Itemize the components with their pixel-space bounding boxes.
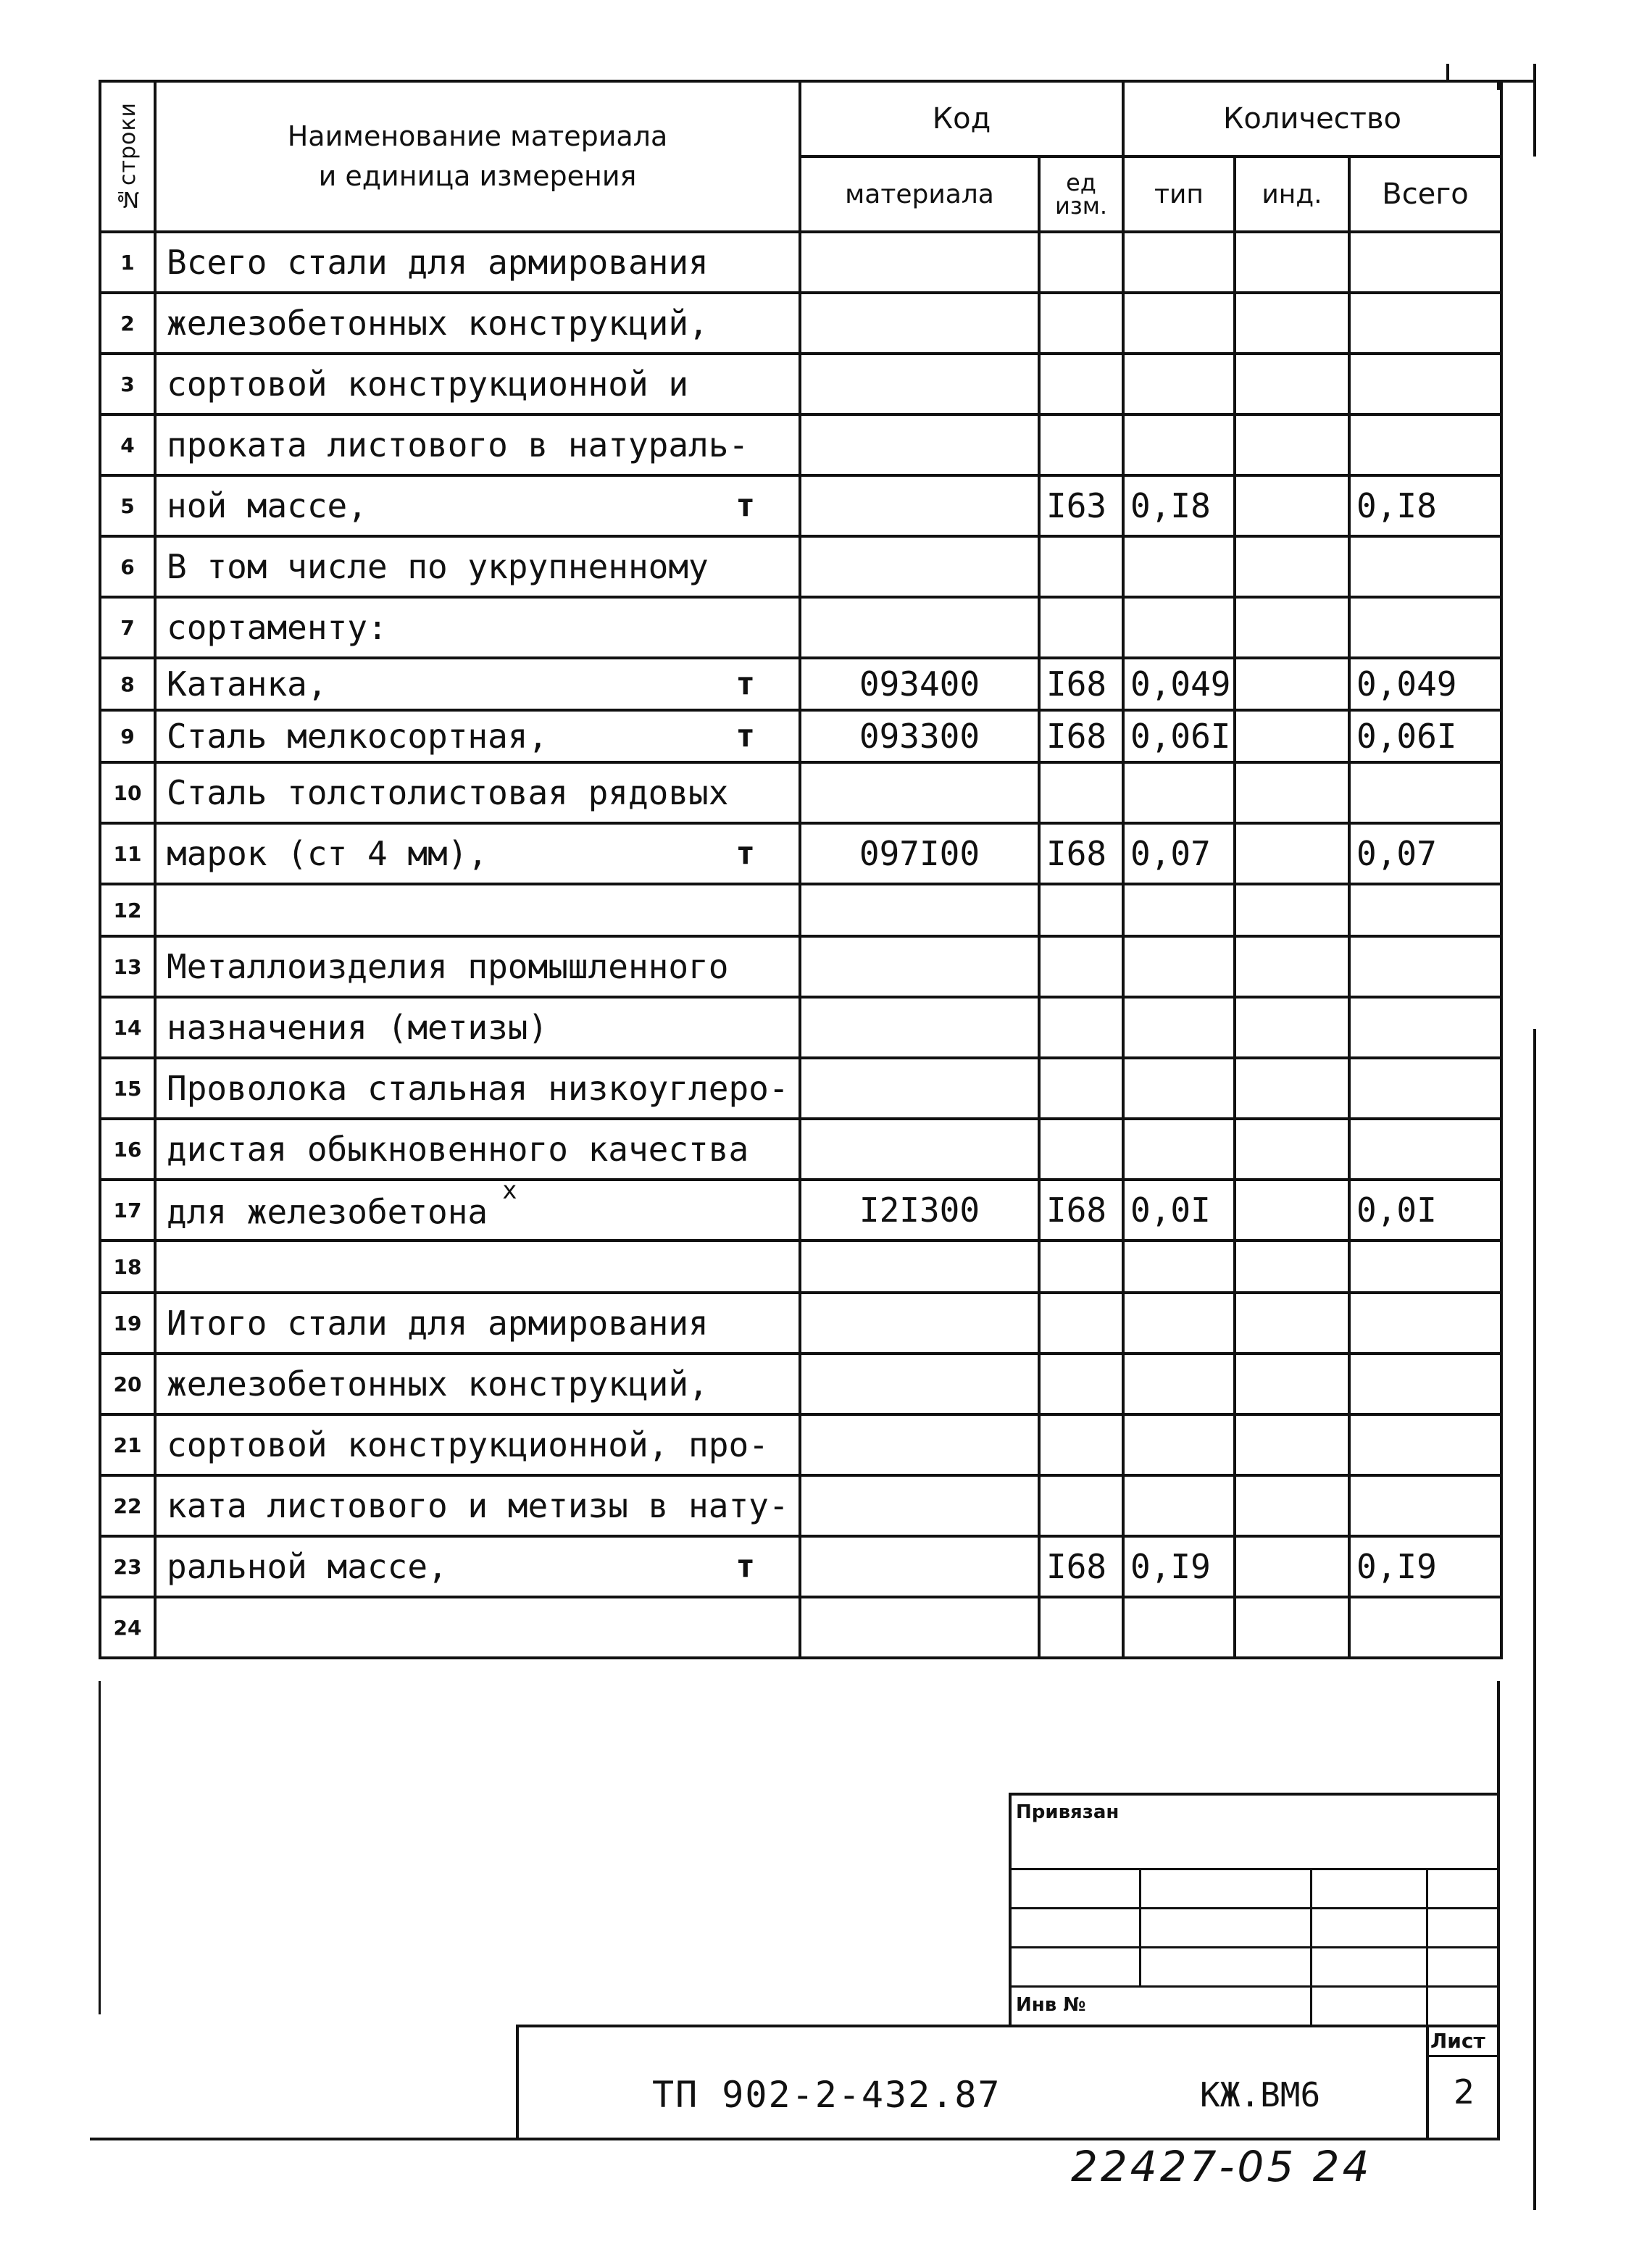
- qty-type-cell: [1123, 354, 1235, 414]
- unit-code-cell: [1039, 536, 1123, 597]
- table-row: [100, 884, 1501, 936]
- material-name-cell: [155, 762, 800, 823]
- material-name: Проволока стальная низкоуглеро-: [167, 1069, 789, 1108]
- row-number-cell: [100, 823, 155, 884]
- qty-type-cell: [1123, 710, 1235, 762]
- table-body: [100, 232, 1501, 1658]
- qty-total-cell: [1349, 1058, 1501, 1119]
- material-name-cell: [155, 710, 800, 762]
- material-name: Всего стали для армирования: [167, 243, 709, 282]
- material-name-cell: [155, 1293, 800, 1354]
- unit-code-cell: [1039, 1354, 1123, 1414]
- qty-type-cell: [1123, 1058, 1235, 1119]
- unit-code-cell: [1039, 1058, 1123, 1119]
- qty-type: 0,I8: [1130, 486, 1211, 525]
- table-row: [100, 1597, 1501, 1658]
- material-name-cell: [155, 884, 800, 936]
- material-name-cell: [155, 1597, 800, 1658]
- material-code-cell: [800, 597, 1039, 658]
- table-row: [100, 997, 1501, 1058]
- material-name-cell: [155, 1119, 800, 1180]
- row-number-cell: [100, 1597, 155, 1658]
- qty-total-cell: [1349, 1354, 1501, 1414]
- row-number: 18: [113, 1254, 142, 1279]
- qty-ind-cell: [1235, 414, 1349, 475]
- row-number-cell: [100, 762, 155, 823]
- table-row: [100, 1058, 1501, 1119]
- qty-ind-cell: [1235, 1293, 1349, 1354]
- material-name-cell: [155, 1354, 800, 1414]
- document-number: ТП 902-2-432.87: [652, 2074, 1001, 2116]
- row-number: 13: [113, 954, 142, 979]
- qty-total-cell: [1349, 1597, 1501, 1658]
- row-number-cell: [100, 536, 155, 597]
- row-number: 20: [113, 1372, 142, 1396]
- unit-code-cell: [1039, 710, 1123, 762]
- table-row: [100, 536, 1501, 597]
- qty-ind-cell: [1235, 1475, 1349, 1536]
- material-name-cell: [155, 1536, 800, 1597]
- qty-type-cell: [1123, 884, 1235, 936]
- unit-code: I68: [1046, 834, 1107, 873]
- table-row: [100, 597, 1501, 658]
- qty-ind-header: инд.: [1235, 157, 1349, 232]
- qty-total-cell: [1349, 354, 1501, 414]
- table-row: [100, 823, 1501, 884]
- material-name: проката листового в натураль-: [167, 425, 749, 464]
- sheet-label: Лист: [1430, 2029, 1485, 2053]
- unit-code-cell: [1039, 884, 1123, 936]
- code-group-header: Код: [800, 81, 1123, 157]
- qty-total-cell: [1349, 536, 1501, 597]
- unit-code-cell: [1039, 475, 1123, 536]
- qty-type: 0,I9: [1130, 1547, 1211, 1586]
- table-row: [100, 1119, 1501, 1180]
- row-number: 23: [113, 1554, 142, 1579]
- unit-code-cell: [1039, 762, 1123, 823]
- row-number-cell: [100, 475, 155, 536]
- qty-total: 0,07: [1356, 834, 1437, 873]
- qty-type-cell: [1123, 475, 1235, 536]
- row-number: 17: [113, 1198, 142, 1222]
- qty-type: 0,0I: [1130, 1191, 1211, 1230]
- qty-type-cell: [1123, 536, 1235, 597]
- unit-label: т: [735, 665, 755, 703]
- qty-type-cell: [1123, 1597, 1235, 1658]
- qty-type-cell: [1123, 414, 1235, 475]
- qty-total-cell: [1349, 597, 1501, 658]
- qty-ind-cell: [1235, 293, 1349, 354]
- qty-total-cell: [1349, 936, 1501, 997]
- material-name: для железобетона: [167, 1192, 488, 1232]
- qty-total-cell: [1349, 1119, 1501, 1180]
- material-name-cell: [155, 475, 800, 536]
- material-code-cell: [800, 1536, 1039, 1597]
- qty-type-cell: [1123, 1293, 1235, 1354]
- qty-type-cell: [1123, 232, 1235, 293]
- unit-code-cell: [1039, 1293, 1123, 1354]
- row-number-cell: [100, 658, 155, 710]
- row-number-cell: [100, 1119, 155, 1180]
- sheet-number: 2: [1454, 2072, 1475, 2111]
- material-code-cell: [800, 823, 1039, 884]
- material-code-cell: [800, 658, 1039, 710]
- inventory-number-label: Инв №: [1016, 1994, 1086, 2016]
- row-number: 3: [120, 372, 135, 396]
- attached-label: Привязан: [1016, 1801, 1120, 1823]
- qty-ind-cell: [1235, 536, 1349, 597]
- material-name-cell: [155, 1241, 800, 1293]
- table-row: [100, 1536, 1501, 1597]
- table-row: [100, 1414, 1501, 1475]
- material-name: ной массе,: [167, 486, 367, 525]
- material-code-cell: [800, 354, 1039, 414]
- qty-type: 0,07: [1130, 834, 1211, 873]
- unit-label: т: [735, 835, 755, 872]
- row-number-cell: [100, 710, 155, 762]
- material-name-cell: [155, 936, 800, 997]
- material-code-cell: [800, 1293, 1039, 1354]
- code-unit-header: ед изм.: [1039, 157, 1123, 232]
- material-code-cell: [800, 1414, 1039, 1475]
- row-number-cell: [100, 997, 155, 1058]
- table-row: [100, 293, 1501, 354]
- material-name: Итого стали для армирования: [167, 1304, 709, 1343]
- qty-total-cell: [1349, 823, 1501, 884]
- material-name: Сталь толстолистовая рядовых: [167, 773, 729, 812]
- row-number-cell: [100, 936, 155, 997]
- row-number: 4: [120, 433, 135, 457]
- qty-total-header: Всего: [1349, 157, 1501, 232]
- table-row: [100, 354, 1501, 414]
- row-number: 14: [113, 1015, 142, 1040]
- qty-type-cell: [1123, 658, 1235, 710]
- row-number: 6: [120, 554, 135, 579]
- unit-code-cell: [1039, 597, 1123, 658]
- table-row: [100, 414, 1501, 475]
- qty-ind-cell: [1235, 997, 1349, 1058]
- material-code-cell: [800, 710, 1039, 762]
- material-code-cell: [800, 1180, 1039, 1241]
- row-number: 11: [113, 841, 142, 866]
- qty-total-cell: [1349, 414, 1501, 475]
- qty-total-cell: [1349, 1180, 1501, 1241]
- qty-type-cell: [1123, 823, 1235, 884]
- unit-code-cell: [1039, 823, 1123, 884]
- qty-ind-cell: [1235, 1536, 1349, 1597]
- qty-ind-cell: [1235, 762, 1349, 823]
- qty-ind-cell: [1235, 710, 1349, 762]
- row-number: 10: [113, 780, 142, 805]
- qty-ind-cell: [1235, 475, 1349, 536]
- qty-type-cell: [1123, 1414, 1235, 1475]
- qty-type-cell: [1123, 597, 1235, 658]
- unit-label: т: [735, 717, 755, 755]
- row-number-cell: [100, 354, 155, 414]
- table-row: [100, 710, 1501, 762]
- qty-total-cell: [1349, 293, 1501, 354]
- material-code-cell: [800, 232, 1039, 293]
- qty-ind-cell: [1235, 823, 1349, 884]
- qty-type-cell: [1123, 1536, 1235, 1597]
- unit-code-cell: [1039, 1597, 1123, 1658]
- row-number-cell: [100, 414, 155, 475]
- row-number-cell: [100, 1414, 155, 1475]
- row-number-cell: [100, 597, 155, 658]
- qty-ind-cell: [1235, 658, 1349, 710]
- unit-code-cell: [1039, 1414, 1123, 1475]
- materials-table: [99, 80, 1503, 1659]
- material-name-cell: [155, 1180, 800, 1241]
- material-code-cell: [800, 936, 1039, 997]
- material-name: марок (ст 4 мм),: [167, 834, 488, 873]
- material-name: железобетонных конструкций,: [167, 304, 709, 343]
- row-number-header: №строки: [100, 81, 155, 232]
- material-name: Сталь мелкосортная,: [167, 717, 549, 756]
- row-number: 21: [113, 1433, 142, 1457]
- archive-number: 22427-05 24: [1071, 2142, 1372, 2191]
- qty-type: 0,049: [1130, 664, 1231, 704]
- table-row: [100, 475, 1501, 536]
- material-code-cell: [800, 293, 1039, 354]
- unit-code-cell: [1039, 1536, 1123, 1597]
- qty-ind-cell: [1235, 232, 1349, 293]
- quantity-group-header: Количество: [1123, 81, 1501, 157]
- material-code-cell: [800, 1058, 1039, 1119]
- unit-label: т: [735, 487, 755, 525]
- table-row: [100, 1241, 1501, 1293]
- row-number-cell: [100, 1058, 155, 1119]
- table-row: [100, 232, 1501, 293]
- qty-ind-cell: [1235, 1597, 1349, 1658]
- unit-code-cell: [1039, 1475, 1123, 1536]
- row-number-cell: [100, 884, 155, 936]
- qty-ind-cell: [1235, 597, 1349, 658]
- material-name-cell: [155, 414, 800, 475]
- qty-type-cell: [1123, 1180, 1235, 1241]
- qty-total-cell: [1349, 884, 1501, 936]
- qty-total-cell: [1349, 710, 1501, 762]
- table-row: [100, 1180, 1501, 1241]
- material-code: 093300: [859, 717, 980, 756]
- material-code-cell: [800, 762, 1039, 823]
- material-code: 093400: [859, 664, 980, 704]
- table-row: [100, 1475, 1501, 1536]
- qty-ind-cell: [1235, 1119, 1349, 1180]
- unit-code-cell: [1039, 354, 1123, 414]
- qty-type-cell: [1123, 1119, 1235, 1180]
- table-row: [100, 762, 1501, 823]
- material-name: сортовой конструкционной и: [167, 364, 689, 404]
- qty-type-cell: [1123, 293, 1235, 354]
- material-code-cell: [800, 1119, 1039, 1180]
- unit-code-cell: [1039, 936, 1123, 997]
- row-number: 2: [120, 311, 135, 335]
- material-name-cell: [155, 658, 800, 710]
- qty-type-cell: [1123, 762, 1235, 823]
- material-code-cell: [800, 1241, 1039, 1293]
- qty-total-cell: [1349, 475, 1501, 536]
- qty-total-cell: [1349, 658, 1501, 710]
- qty-ind-cell: [1235, 354, 1349, 414]
- unit-code-cell: [1039, 232, 1123, 293]
- row-number: 5: [120, 493, 135, 518]
- material-name-cell: [155, 536, 800, 597]
- material-code-cell: [800, 884, 1039, 936]
- table-row: [100, 1293, 1501, 1354]
- qty-total-cell: [1349, 1475, 1501, 1536]
- material-code-cell: [800, 1354, 1039, 1414]
- unit-code: I68: [1046, 1191, 1107, 1230]
- qty-total: 0,06I: [1356, 717, 1457, 756]
- qty-total-cell: [1349, 997, 1501, 1058]
- row-number-cell: [100, 1180, 155, 1241]
- qty-total: 0,I8: [1356, 486, 1437, 525]
- qty-total-cell: [1349, 1536, 1501, 1597]
- qty-type-cell: [1123, 997, 1235, 1058]
- row-number: 1: [120, 250, 135, 275]
- row-number: 7: [120, 615, 135, 640]
- unit-code-cell: [1039, 1241, 1123, 1293]
- material-code-cell: [800, 414, 1039, 475]
- row-number: 8: [120, 672, 135, 696]
- material-name-cell: [155, 1414, 800, 1475]
- material-name: ральной массе,: [167, 1547, 448, 1586]
- qty-ind-cell: [1235, 884, 1349, 936]
- material-name-cell: [155, 354, 800, 414]
- unit-code-cell: [1039, 414, 1123, 475]
- material-code-cell: [800, 1475, 1039, 1536]
- qty-ind-cell: [1235, 1354, 1349, 1414]
- qty-ind-cell: [1235, 1414, 1349, 1475]
- name-column-header: Наименование материала и единица измерения: [155, 81, 800, 232]
- row-number-cell: [100, 1354, 155, 1414]
- qty-total-cell: [1349, 1241, 1501, 1293]
- unit-code-cell: [1039, 658, 1123, 710]
- material-name: сортаменту:: [167, 608, 388, 647]
- material-name: Катанка,: [167, 664, 328, 704]
- qty-type-cell: [1123, 1241, 1235, 1293]
- row-number: 16: [113, 1137, 142, 1162]
- table-row: [100, 936, 1501, 997]
- material-name-cell: [155, 597, 800, 658]
- footnote-mark: x: [502, 1180, 517, 1205]
- row-number-cell: [100, 1241, 155, 1293]
- qty-type-cell: [1123, 1475, 1235, 1536]
- material-name: В том числе по укрупненному: [167, 547, 709, 586]
- row-number: 15: [113, 1076, 142, 1101]
- material-name: ката листового и метизы в нату-: [167, 1486, 789, 1525]
- material-name-cell: [155, 1475, 800, 1536]
- unit-code: I63: [1046, 486, 1107, 525]
- unit-label: т: [735, 1548, 755, 1585]
- unit-code-cell: [1039, 293, 1123, 354]
- qty-total: 0,0I: [1356, 1191, 1437, 1230]
- qty-ind-cell: [1235, 936, 1349, 997]
- qty-ind-cell: [1235, 1241, 1349, 1293]
- material-code-cell: [800, 997, 1039, 1058]
- row-number: 9: [120, 724, 135, 749]
- material-code-cell: [800, 475, 1039, 536]
- qty-total-cell: [1349, 1293, 1501, 1354]
- material-name: Металлоизделия промышленного: [167, 947, 729, 986]
- material-code: 097I00: [859, 834, 980, 873]
- material-name-cell: [155, 823, 800, 884]
- row-number: 19: [113, 1311, 142, 1335]
- code-material-header: материала: [800, 157, 1039, 232]
- qty-type-cell: [1123, 1354, 1235, 1414]
- table-row: [100, 1354, 1501, 1414]
- material-name-cell: [155, 232, 800, 293]
- qty-total-cell: [1349, 232, 1501, 293]
- qty-ind-cell: [1235, 1180, 1349, 1241]
- qty-type-cell: [1123, 936, 1235, 997]
- row-number-cell: [100, 1293, 155, 1354]
- material-name: дистая обыкновенного качества: [167, 1130, 749, 1169]
- qty-total-cell: [1349, 762, 1501, 823]
- material-code-cell: [800, 536, 1039, 597]
- row-number: 22: [113, 1493, 142, 1518]
- document-section: КЖ.ВМ6: [1200, 2075, 1321, 2114]
- row-number: 12: [113, 898, 142, 922]
- qty-type: 0,06I: [1130, 717, 1231, 756]
- row-number-cell: [100, 1536, 155, 1597]
- qty-ind-cell: [1235, 1058, 1349, 1119]
- row-number-cell: [100, 293, 155, 354]
- qty-total: 0,I9: [1356, 1547, 1437, 1586]
- row-number-cell: [100, 1475, 155, 1536]
- unit-code: I68: [1046, 664, 1107, 704]
- material-name: сортовой конструкционной, про-: [167, 1425, 769, 1464]
- row-number-cell: [100, 232, 155, 293]
- material-code-cell: [800, 1597, 1039, 1658]
- material-name-cell: [155, 997, 800, 1058]
- qty-type-header: тип: [1123, 157, 1235, 232]
- material-name: железобетонных конструкций,: [167, 1364, 709, 1404]
- material-name: назначения (метизы): [167, 1008, 549, 1047]
- unit-code-cell: [1039, 997, 1123, 1058]
- unit-code: I68: [1046, 717, 1107, 756]
- material-name-cell: [155, 293, 800, 354]
- row-number: 24: [113, 1615, 142, 1640]
- material-code: I2I300: [859, 1191, 980, 1230]
- unit-code-cell: [1039, 1180, 1123, 1241]
- unit-code: I68: [1046, 1547, 1107, 1586]
- qty-total: 0,049: [1356, 664, 1457, 704]
- table-row: [100, 658, 1501, 710]
- material-name-cell: [155, 1058, 800, 1119]
- unit-code-cell: [1039, 1119, 1123, 1180]
- qty-total-cell: [1349, 1414, 1501, 1475]
